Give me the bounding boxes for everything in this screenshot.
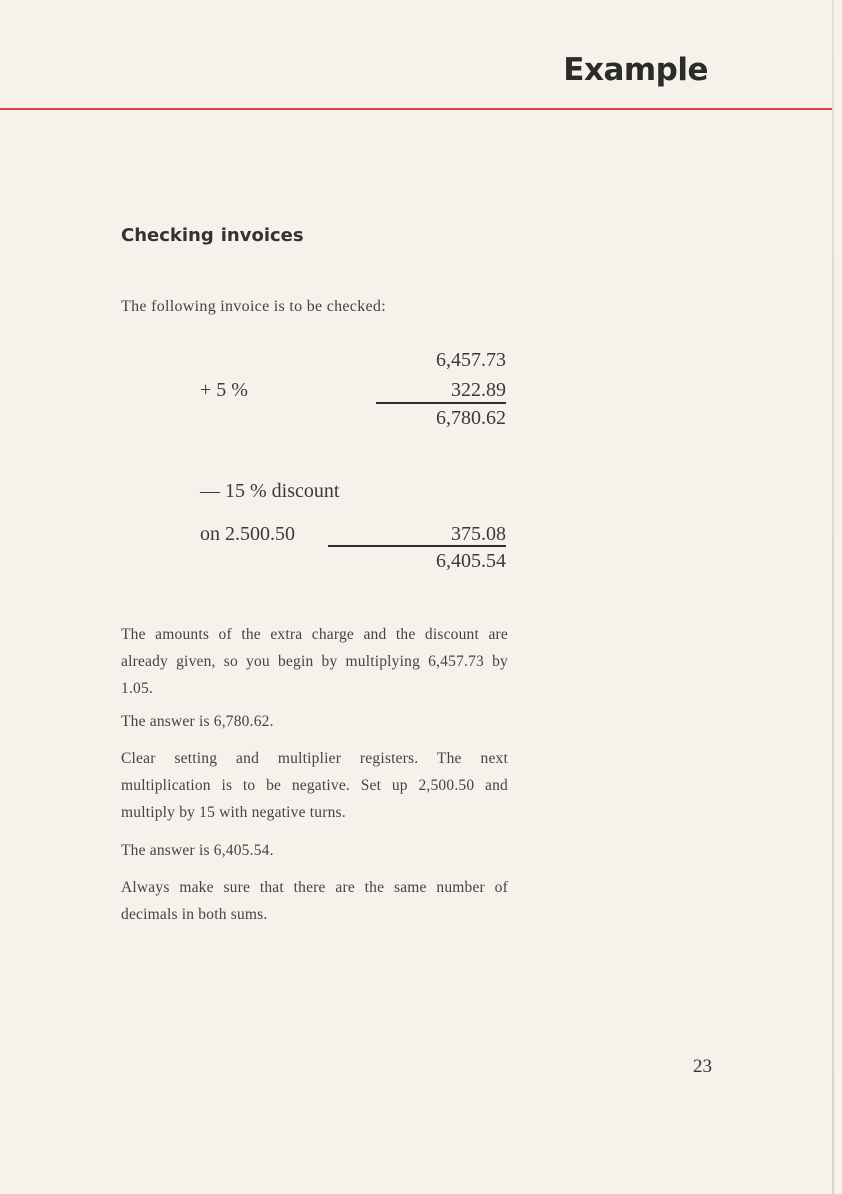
amount-subtotal: 6,780.62 <box>436 407 506 429</box>
intro-text: The following invoice is to be checked: <box>121 298 386 315</box>
subtotal-rule <box>376 402 506 404</box>
paragraph-4: The answer is 6,405.54. <box>121 842 274 859</box>
paragraph-1: The amounts of the extra charge and the discount are already given, so you begin by multiplying 6,457.73 by 1.05. <box>121 626 508 697</box>
discount-label: — 15 % discount <box>200 480 340 502</box>
section-heading-word1: Checking <box>121 225 214 246</box>
page-edge-shadow <box>832 0 834 1194</box>
discount-base-label: on 2.500.50 <box>200 523 295 545</box>
amount-surcharge: 322.89 <box>451 379 506 401</box>
amount-total: 6,405.54 <box>436 550 506 572</box>
header-divider <box>0 108 832 110</box>
surcharge-label: + 5 % <box>200 379 248 401</box>
paragraph-5: Always make sure that there are the same number of decimals in both sums. <box>121 879 508 923</box>
page-number: 23 <box>693 1056 712 1077</box>
page-title: Example <box>563 52 708 88</box>
section-heading <box>121 225 304 246</box>
paragraph-2: The answer is 6,780.62. <box>121 713 274 730</box>
paragraph-3: Clear setting and multiplier registers. The next multiplication is to be negative. Set up 2,500.50 and multiply by 15 with negative turns. <box>121 750 508 821</box>
total-rule <box>328 545 506 547</box>
amount-invoice: 6,457.73 <box>436 349 506 371</box>
section-heading-word2: invoices <box>220 225 304 246</box>
amount-discount: 375.08 <box>451 523 506 545</box>
